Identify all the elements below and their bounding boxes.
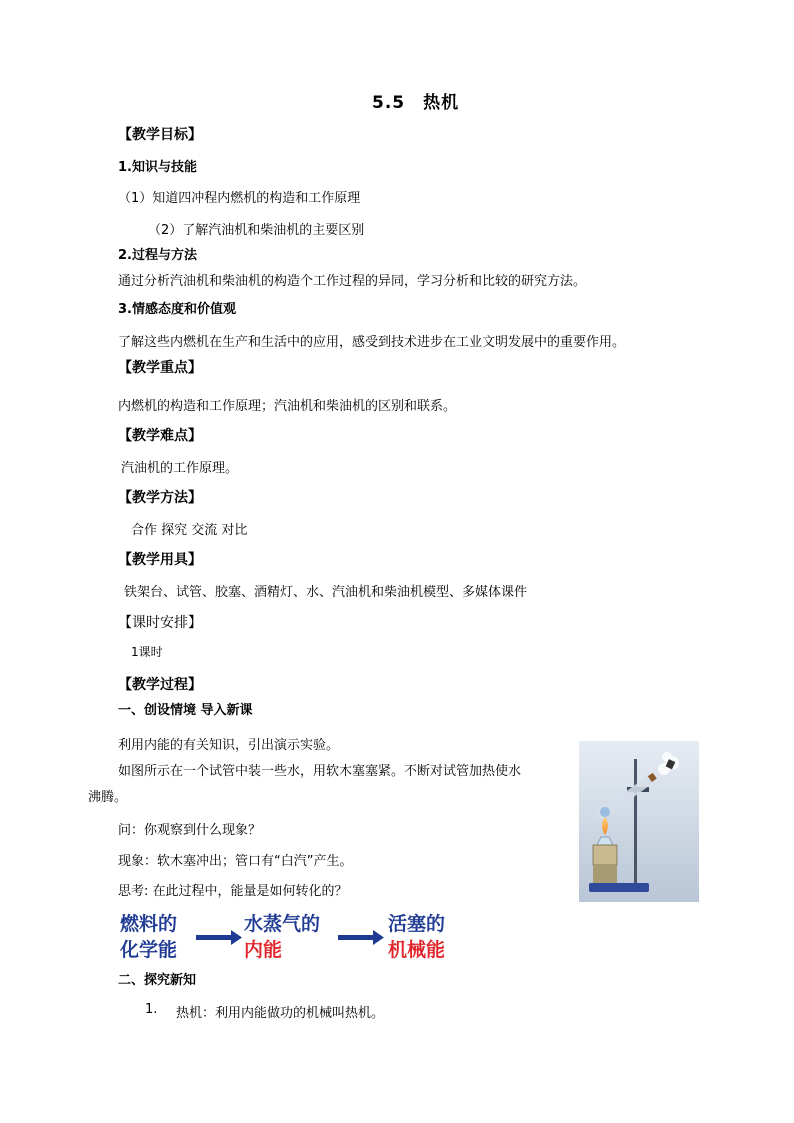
energy-flow-diagram: [118, 909, 458, 963]
process-heading: 2.过程与方法: [118, 248, 197, 263]
part1-line2a: 如图所示在一个试管中装一些水，用软木塞塞紧。不断对试管加热使水: [118, 764, 522, 779]
stand-base: [589, 883, 649, 892]
stand-rod: [634, 759, 637, 887]
part1-line2b: 沸腾。: [88, 790, 128, 805]
part1-line1: 利用内能的有关知识，引出演示实验。: [118, 738, 340, 753]
knowledge-heading: 1.知识与技能: [118, 160, 197, 175]
flow-step2-line2: 内能: [244, 939, 283, 961]
attitude-text: 了解这些内燃机在生产和生活中的应用，感受到技术进步在工业文明发展中的重要作用。: [118, 335, 626, 350]
flow-step3-line1: 活塞的: [388, 913, 446, 935]
part1-heading: 一、创设情境 导入新课: [118, 703, 253, 718]
procedure-heading: 【教学过程】: [118, 677, 202, 693]
part1-question: 问：你观察到什么现象？: [118, 823, 262, 838]
schedule-text: 1课时: [131, 645, 163, 659]
part2-heading: 二、探究新知: [118, 973, 197, 988]
key-points-text: 内燃机的构造和工作原理；汽油机和柴油机的区别和联系。: [118, 399, 457, 414]
part1-phenomenon: 现象：软木塞冲出；管口有“白汽”产生。: [118, 854, 353, 869]
experiment-illustration: [579, 741, 699, 902]
flow-arrow-1: [196, 930, 242, 945]
part2-item1-text: 热机：利用内能做功的机械叫热机。: [176, 1006, 385, 1021]
difficulties-heading: 【教学难点】: [118, 428, 202, 444]
difficulties-text: 汽油机的工作原理。: [121, 461, 239, 476]
flow-step2-line1: 水蒸气的: [244, 913, 321, 935]
water: [600, 807, 610, 817]
part1-think: 思考: 在此过程中，能量是如何转化的？: [118, 884, 348, 899]
flow-step1-line2: 化学能: [120, 939, 178, 961]
tools-heading: 【教学用具】: [118, 552, 202, 568]
objectives-heading: 【教学目标】: [118, 127, 202, 143]
tools-text: 铁架台、试管、胶塞、酒精灯、水、汽油机和柴油机模型、多媒体课件: [124, 585, 528, 600]
block: [593, 865, 617, 883]
key-points-heading: 【教学重点】: [118, 360, 202, 376]
knowledge-item-2: （2）了解汽油机和柴油机的主要区别: [148, 223, 365, 238]
methods-text: 合作 探究 交流 对比: [131, 523, 248, 538]
lamp-stand: [593, 845, 617, 865]
part2-item1-number: 1.: [145, 1002, 158, 1017]
page-title: 5.5 热机: [372, 93, 460, 113]
methods-heading: 【教学方法】: [118, 490, 202, 506]
process-text: 通过分析汽油机和柴油机的构造个工作过程的异同，学习分析和比较的研究方法。: [118, 274, 587, 289]
flow-step3-line2: 机械能: [388, 939, 446, 961]
flow-arrow-2: [338, 930, 384, 945]
flow-step1-line1: 燃料的: [120, 913, 178, 935]
attitude-heading: 3.情感态度和价值观: [118, 302, 236, 317]
schedule-heading: 【课时安排】: [118, 615, 202, 631]
knowledge-item-1: （1）知道四冲程内燃机的构造和工作原理: [118, 191, 361, 206]
